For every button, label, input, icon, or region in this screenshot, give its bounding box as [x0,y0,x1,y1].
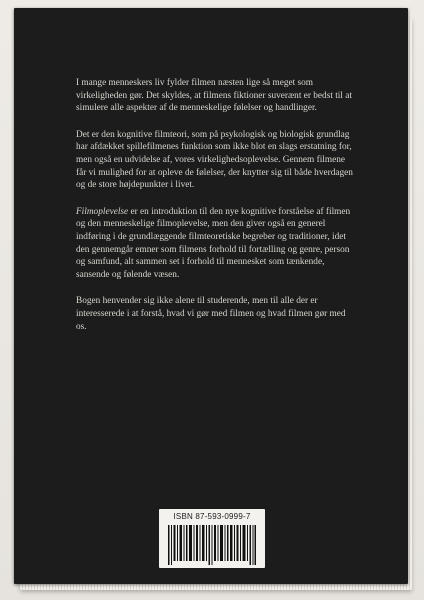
blurb-paragraph-4: Bogen henvender sig ikke alene til studerende, men til alle der er interesserede i at forstå, hvad vi gør med filmen og hvad filmen gør med os. [76,296,346,332]
blurb-paragraph-3 [76,206,356,282]
cover-blurb [76,77,356,347]
book-title: Filmoplevelse [76,206,129,217]
isbn-number: ISBN 87-593-0999-7 [173,512,251,521]
blurb-paragraph-2: Det er den kognitive filmteori, som på psykologisk og biologisk grundlag har afdækket spillefilmenes funktion som ikke blot en slags erstatning for, men også en udvidelse af, vores virkelighedsoplevelse. Gennem filmene får vi mulighed for at opleve de følelser, der knytter sig til både hverdagen og de store højdepunkter i livet. [76,129,353,191]
barcode-icon [168,525,256,565]
blurb-paragraph-1: I mange menneskers liv fylder filmen næsten lige så meget som virkeligheden gør. Det skyldes, at filmens fiktioner suverænt er bedst til at simulere alle aspekter af de menneskelige følelser og handlinger. [76,78,353,114]
blurb-paragraph-3-text: er en introduktion til den nye kognitive forståelse af filmen og den menneskelige filmoplevelse, men den giver også en generel indføring i de grundlæggende filmteoretiske begreber og traditioner, idet den gennemgår emner som filmens forhold til fortælling og genre, person og samfund, alt sammen set i forhold til mennesket som tænkende, sansende og følende væsen. [76,206,351,280]
barcode-label [159,509,265,568]
